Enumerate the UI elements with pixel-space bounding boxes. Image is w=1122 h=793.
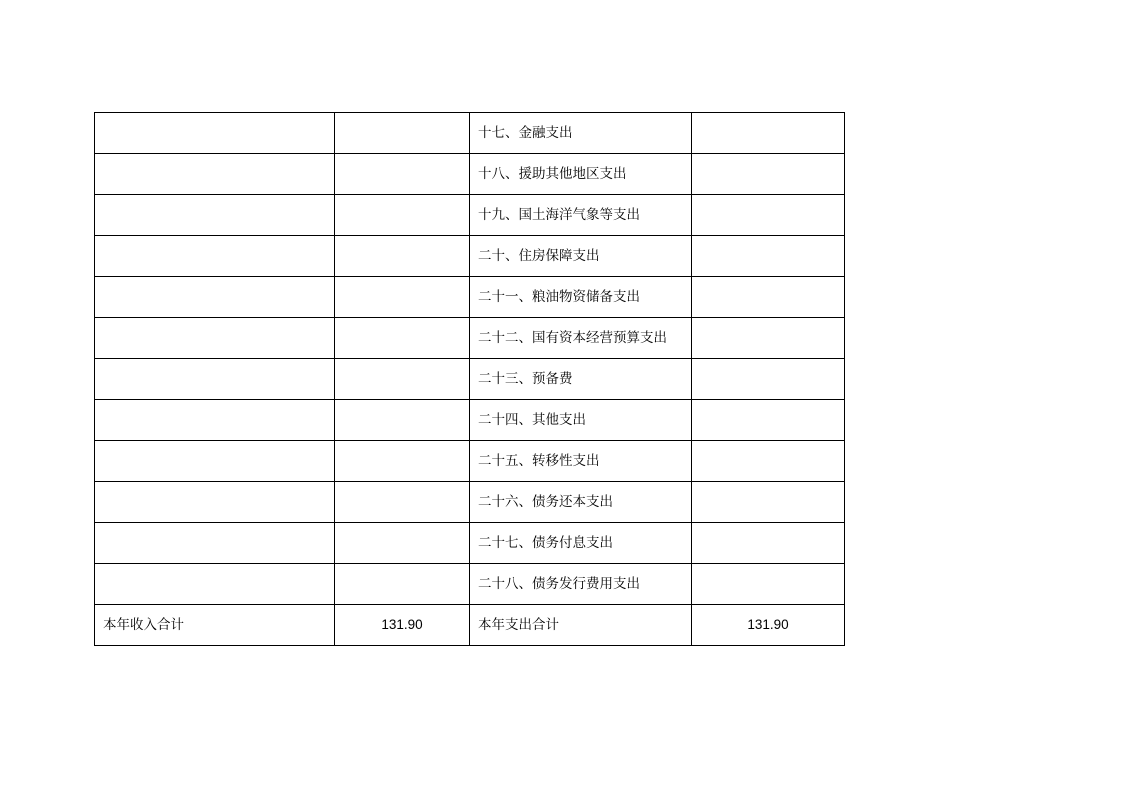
expenditure-item-cell: 十八、援助其他地区支出 [470,154,692,195]
revenue-item-cell [95,482,335,523]
budget-table [94,112,845,646]
revenue-item-cell [95,277,335,318]
revenue-amount-cell [335,236,470,277]
table-row [95,400,845,441]
revenue-item-cell [95,113,335,154]
revenue-amount-cell [335,564,470,605]
revenue-total-label: 本年收入合计 [95,605,335,646]
revenue-item-cell [95,318,335,359]
revenue-amount-cell [335,523,470,564]
table-row [95,236,845,277]
expenditure-total-label: 本年支出合计 [470,605,692,646]
expenditure-amount-cell [692,482,845,523]
expenditure-amount-cell [692,277,845,318]
revenue-item-cell [95,400,335,441]
revenue-amount-cell [335,482,470,523]
expenditure-amount-cell [692,318,845,359]
revenue-amount-cell [335,113,470,154]
expenditure-amount-cell [692,236,845,277]
revenue-amount-cell [335,195,470,236]
revenue-amount-cell [335,400,470,441]
expenditure-item-cell: 二十三、预备费 [470,359,692,400]
table-row [95,564,845,605]
table-row [95,195,845,236]
expenditure-item-cell: 二十二、国有资本经营预算支出 [470,318,692,359]
revenue-item-cell [95,359,335,400]
expenditure-amount-cell [692,564,845,605]
expenditure-item-cell: 十九、国土海洋气象等支出 [470,195,692,236]
revenue-item-cell [95,154,335,195]
table-row [95,359,845,400]
expenditure-item-cell: 十七、金融支出 [470,113,692,154]
expenditure-item-cell: 二十一、粮油物资储备支出 [470,277,692,318]
revenue-amount-cell [335,359,470,400]
table-row [95,318,845,359]
expenditure-amount-cell [692,154,845,195]
revenue-item-cell [95,195,335,236]
revenue-item-cell [95,523,335,564]
table-total-row [95,605,845,646]
revenue-amount-cell [335,318,470,359]
revenue-total-amount: 131.90 [335,605,470,646]
expenditure-total-amount: 131.90 [692,605,845,646]
expenditure-item-cell: 二十八、债务发行费用支出 [470,564,692,605]
table-row [95,277,845,318]
table-row [95,523,845,564]
expenditure-amount-cell [692,113,845,154]
expenditure-amount-cell [692,441,845,482]
expenditure-amount-cell [692,523,845,564]
table-row [95,113,845,154]
table-body [95,113,845,646]
expenditure-amount-cell [692,195,845,236]
table-row [95,482,845,523]
revenue-amount-cell [335,441,470,482]
revenue-amount-cell [335,277,470,318]
table-row [95,154,845,195]
expenditure-amount-cell [692,400,845,441]
revenue-item-cell [95,236,335,277]
expenditure-item-cell: 二十四、其他支出 [470,400,692,441]
expenditure-item-cell: 二十七、债务付息支出 [470,523,692,564]
expenditure-item-cell: 二十六、债务还本支出 [470,482,692,523]
expenditure-item-cell: 二十五、转移性支出 [470,441,692,482]
expenditure-item-cell: 二十、住房保障支出 [470,236,692,277]
table-row [95,441,845,482]
revenue-item-cell [95,441,335,482]
revenue-amount-cell [335,154,470,195]
expenditure-amount-cell [692,359,845,400]
revenue-item-cell [95,564,335,605]
